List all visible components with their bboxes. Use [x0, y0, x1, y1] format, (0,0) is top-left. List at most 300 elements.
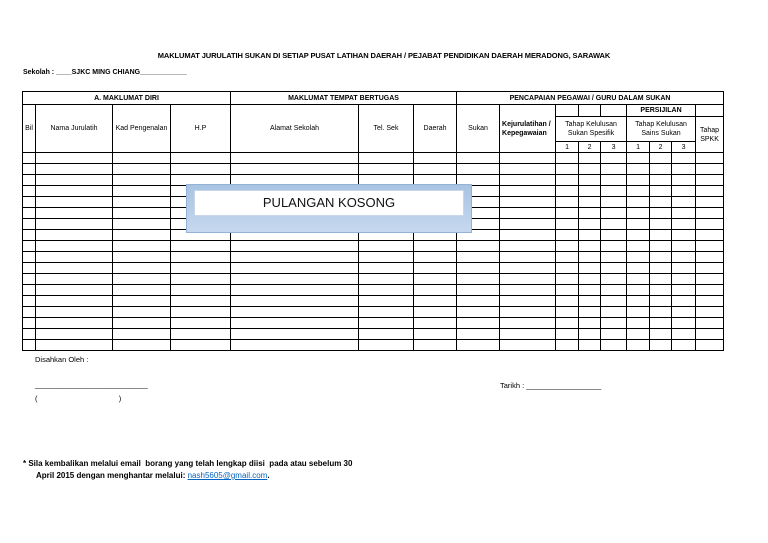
table-cell[interactable] [23, 175, 36, 186]
table-cell[interactable] [627, 263, 650, 274]
table-cell[interactable] [601, 208, 627, 219]
table-cell[interactable] [113, 197, 171, 208]
table-row [23, 153, 724, 164]
table-cell[interactable] [414, 241, 457, 252]
table-cell[interactable] [23, 153, 36, 164]
table-cell[interactable] [171, 329, 231, 340]
table-cell[interactable] [672, 274, 696, 285]
table-cell[interactable] [500, 252, 556, 263]
table-cell[interactable] [36, 318, 113, 329]
table-cell[interactable] [359, 329, 414, 340]
table-cell[interactable] [23, 274, 36, 285]
table-cell[interactable] [579, 186, 601, 197]
table-cell[interactable] [601, 197, 627, 208]
table-cell[interactable] [672, 230, 696, 241]
table-cell[interactable] [579, 153, 601, 164]
table-cell[interactable] [231, 285, 359, 296]
col-spkk-header: Tahap SPKK [696, 117, 724, 153]
col-ic-header: Kad Pengenalan [113, 105, 171, 153]
table-cell[interactable] [672, 252, 696, 263]
table-cell[interactable] [696, 153, 724, 164]
table-cell[interactable] [696, 164, 724, 175]
table-cell[interactable] [672, 285, 696, 296]
table-cell[interactable] [36, 197, 113, 208]
table-cell[interactable] [556, 296, 579, 307]
table-cell[interactable] [113, 274, 171, 285]
table-cell[interactable] [556, 230, 579, 241]
table-cell[interactable] [231, 274, 359, 285]
table-cell[interactable] [36, 230, 113, 241]
table-cell[interactable] [650, 329, 672, 340]
table-cell[interactable] [23, 318, 36, 329]
table-cell[interactable] [36, 274, 113, 285]
table-cell[interactable] [579, 285, 601, 296]
table-cell[interactable] [359, 153, 414, 164]
table-cell[interactable] [500, 296, 556, 307]
table-cell[interactable] [23, 329, 36, 340]
table-cell[interactable] [171, 252, 231, 263]
col-sport-science-header: Tahap Kelulusan Sains Sukan [627, 117, 696, 142]
table-cell[interactable] [579, 329, 601, 340]
table-cell[interactable] [23, 219, 36, 230]
table-cell[interactable] [359, 296, 414, 307]
table-cell[interactable] [556, 285, 579, 296]
table-cell[interactable] [556, 153, 579, 164]
table-cell[interactable] [457, 318, 500, 329]
table-cell[interactable] [556, 329, 579, 340]
table-cell[interactable] [231, 307, 359, 318]
table-cell[interactable] [36, 208, 113, 219]
table-cell[interactable] [457, 340, 500, 351]
table-cell[interactable] [696, 186, 724, 197]
table-cell[interactable] [672, 241, 696, 252]
table-cell[interactable] [672, 318, 696, 329]
table-cell[interactable] [500, 241, 556, 252]
table-cell[interactable] [696, 197, 724, 208]
table-cell[interactable] [171, 263, 231, 274]
group-achievement-header: PENCAPAIAN PEGAWAI / GURU DALAM SUKAN [457, 92, 724, 105]
col-sport-specific-header: Tahap Kelulusan Sukan Spesifik [556, 117, 627, 142]
table-row [23, 285, 724, 296]
table-cell[interactable] [457, 153, 500, 164]
table-cell[interactable] [696, 340, 724, 351]
table-cell[interactable] [696, 263, 724, 274]
table-cell[interactable] [601, 307, 627, 318]
table-cell[interactable] [171, 307, 231, 318]
table-cell[interactable] [556, 164, 579, 175]
table-cell[interactable] [500, 318, 556, 329]
table-cell[interactable] [672, 340, 696, 351]
table-cell[interactable] [601, 175, 627, 186]
approved-by-label: Disahkan Oleh : [35, 355, 89, 364]
table-row [23, 340, 724, 351]
table-cell[interactable] [696, 307, 724, 318]
table-cell[interactable] [627, 186, 650, 197]
table-cell[interactable] [23, 340, 36, 351]
table-cell[interactable] [23, 208, 36, 219]
table-cell[interactable] [556, 307, 579, 318]
table-cell[interactable] [601, 263, 627, 274]
table-cell[interactable] [113, 307, 171, 318]
table-cell[interactable] [414, 252, 457, 263]
col-name-header: Nama Jurulatih [36, 105, 113, 153]
table-cell[interactable] [359, 318, 414, 329]
table-cell[interactable] [36, 186, 113, 197]
table-cell[interactable] [672, 208, 696, 219]
table-cell[interactable] [556, 175, 579, 186]
table-cell[interactable] [672, 186, 696, 197]
table-cell[interactable] [359, 252, 414, 263]
table-cell[interactable] [113, 263, 171, 274]
table-cell[interactable] [359, 285, 414, 296]
table-cell[interactable] [36, 219, 113, 230]
table-cell[interactable] [414, 318, 457, 329]
table-cell[interactable] [231, 252, 359, 263]
table-cell[interactable] [650, 164, 672, 175]
table-cell[interactable] [414, 296, 457, 307]
table-cell[interactable] [113, 164, 171, 175]
table-cell[interactable] [113, 329, 171, 340]
table-cell[interactable] [556, 241, 579, 252]
table-cell[interactable] [579, 318, 601, 329]
table-cell[interactable] [579, 197, 601, 208]
table-cell[interactable] [359, 164, 414, 175]
col-district-header: Daerah [414, 105, 457, 153]
table-cell[interactable] [627, 208, 650, 219]
table-cell[interactable] [23, 164, 36, 175]
table-cell[interactable] [696, 318, 724, 329]
table-cell[interactable] [36, 263, 113, 274]
table-cell[interactable] [672, 197, 696, 208]
table-cell[interactable] [650, 296, 672, 307]
table-cell[interactable] [231, 241, 359, 252]
table-cell[interactable] [579, 241, 601, 252]
table-cell[interactable] [601, 329, 627, 340]
return-note-line1: * Sila kembalikan melalui email borang yang telah lengkap diisi pada atau sebelum 30 [23, 459, 353, 468]
table-cell[interactable] [627, 285, 650, 296]
level-2-label: 2 [579, 142, 601, 153]
table-cell[interactable] [231, 164, 359, 175]
table-cell[interactable] [579, 274, 601, 285]
table-cell[interactable] [500, 274, 556, 285]
table-cell[interactable] [627, 307, 650, 318]
table-cell[interactable] [556, 197, 579, 208]
table-cell[interactable] [627, 340, 650, 351]
table-cell[interactable] [113, 252, 171, 263]
table-cell[interactable] [171, 285, 231, 296]
table-cell[interactable] [457, 307, 500, 318]
table-cell[interactable] [171, 296, 231, 307]
table-cell[interactable] [672, 329, 696, 340]
table-cell[interactable] [36, 285, 113, 296]
table-cell[interactable] [231, 340, 359, 351]
table-cell[interactable] [650, 197, 672, 208]
table-cell[interactable] [414, 153, 457, 164]
table-cell[interactable] [650, 318, 672, 329]
table-cell[interactable] [171, 241, 231, 252]
table-cell[interactable] [36, 164, 113, 175]
table-cell[interactable] [36, 340, 113, 351]
signature-line: ___________________________ [35, 380, 148, 389]
level-2-label: 2 [650, 142, 672, 153]
table-cell[interactable] [231, 296, 359, 307]
table-cell[interactable] [113, 208, 171, 219]
table-cell[interactable] [556, 252, 579, 263]
table-cell[interactable] [650, 241, 672, 252]
table-cell[interactable] [36, 252, 113, 263]
table-cell[interactable] [601, 340, 627, 351]
table-cell[interactable] [36, 329, 113, 340]
table-cell[interactable] [113, 175, 171, 186]
table-cell[interactable] [627, 296, 650, 307]
table-cell[interactable] [627, 164, 650, 175]
table-cell[interactable] [579, 208, 601, 219]
table-cell[interactable] [627, 274, 650, 285]
table-cell[interactable] [556, 219, 579, 230]
table-cell[interactable] [627, 219, 650, 230]
table-row [23, 318, 724, 329]
table-cell[interactable] [579, 263, 601, 274]
table-cell[interactable] [627, 197, 650, 208]
table-row [23, 274, 724, 285]
table-cell[interactable] [231, 263, 359, 274]
level-3-label: 3 [672, 142, 696, 153]
table-cell[interactable] [231, 329, 359, 340]
table-cell[interactable] [650, 285, 672, 296]
table-cell[interactable] [23, 263, 36, 274]
table-cell[interactable] [414, 329, 457, 340]
email-link[interactable]: nash5605@gmail.com [187, 471, 268, 480]
table-cell[interactable] [23, 296, 36, 307]
table-cell[interactable] [113, 340, 171, 351]
table-cell[interactable] [23, 186, 36, 197]
table-cell[interactable] [601, 153, 627, 164]
table-cell[interactable] [627, 230, 650, 241]
blank-return-banner [186, 184, 472, 233]
table-cell[interactable] [359, 307, 414, 318]
table-cell[interactable] [627, 153, 650, 164]
table-cell[interactable] [627, 175, 650, 186]
table-cell[interactable] [171, 318, 231, 329]
table-cell[interactable] [500, 186, 556, 197]
table-cell[interactable] [579, 164, 601, 175]
table-cell[interactable] [601, 318, 627, 329]
table-cell[interactable] [171, 153, 231, 164]
table-cell[interactable] [696, 175, 724, 186]
table-cell[interactable] [556, 340, 579, 351]
table-cell[interactable] [650, 186, 672, 197]
table-cell[interactable] [113, 153, 171, 164]
table-cell[interactable] [601, 274, 627, 285]
table-cell[interactable] [601, 241, 627, 252]
table-cell[interactable] [650, 340, 672, 351]
name-bracket: ( ) [35, 394, 122, 403]
table-cell[interactable] [359, 274, 414, 285]
table-cell[interactable] [457, 285, 500, 296]
table-cell[interactable] [601, 164, 627, 175]
table-cell[interactable] [23, 307, 36, 318]
table-cell[interactable] [650, 208, 672, 219]
table-cell[interactable] [457, 252, 500, 263]
return-note-line2 [36, 471, 270, 480]
table-cell[interactable] [231, 153, 359, 164]
group-workplace-header: MAKLUMAT TEMPAT BERTUGAS [231, 92, 457, 105]
table-row [23, 296, 724, 307]
table-cell[interactable] [23, 197, 36, 208]
table-cell[interactable] [113, 241, 171, 252]
return-note-suffix: . [267, 471, 270, 480]
table-cell[interactable] [650, 307, 672, 318]
table-row [23, 241, 724, 252]
table-cell[interactable] [627, 329, 650, 340]
table-cell[interactable] [579, 340, 601, 351]
table-cell[interactable] [500, 153, 556, 164]
table-cell[interactable] [359, 263, 414, 274]
table-cell[interactable] [113, 318, 171, 329]
table-cell[interactable] [414, 285, 457, 296]
table-cell[interactable] [457, 296, 500, 307]
col-hp-header: H.P [171, 105, 231, 153]
table-cell[interactable] [500, 329, 556, 340]
table-cell[interactable] [36, 296, 113, 307]
table-cell[interactable] [500, 230, 556, 241]
table-cell[interactable] [414, 274, 457, 285]
table-cell[interactable] [457, 241, 500, 252]
table-cell[interactable] [23, 285, 36, 296]
table-cell[interactable] [696, 296, 724, 307]
table-cell[interactable] [672, 219, 696, 230]
table-cell[interactable] [696, 285, 724, 296]
table-cell[interactable] [627, 252, 650, 263]
level-1-label: 1 [556, 142, 579, 153]
table-cell[interactable] [231, 318, 359, 329]
table-cell[interactable] [500, 263, 556, 274]
table-cell[interactable] [627, 318, 650, 329]
table-cell[interactable] [696, 274, 724, 285]
table-cell[interactable] [500, 285, 556, 296]
table-cell[interactable] [579, 175, 601, 186]
table-cell[interactable] [696, 329, 724, 340]
table-cell[interactable] [650, 175, 672, 186]
table-cell[interactable] [556, 186, 579, 197]
table-cell[interactable] [650, 274, 672, 285]
table-row [23, 329, 724, 340]
table-cell[interactable] [672, 263, 696, 274]
table-cell[interactable] [556, 263, 579, 274]
table-cell[interactable] [579, 219, 601, 230]
table-cell[interactable] [359, 340, 414, 351]
school-line: Sekolah : ____SJKC MING CHIANG____________ [23, 69, 187, 76]
table-cell[interactable] [601, 230, 627, 241]
table-cell[interactable] [500, 175, 556, 186]
table-cell[interactable] [579, 230, 601, 241]
table-cell[interactable] [579, 296, 601, 307]
table-cell[interactable] [650, 252, 672, 263]
table-cell[interactable] [650, 263, 672, 274]
table-cell[interactable] [650, 230, 672, 241]
table-cell[interactable] [696, 219, 724, 230]
return-note-prefix: April 2015 dengan menghantar melalui: [36, 471, 188, 480]
table-cell[interactable] [23, 252, 36, 263]
table-cell[interactable] [414, 164, 457, 175]
table-cell[interactable] [601, 186, 627, 197]
table-cell[interactable] [556, 318, 579, 329]
blank-return-label: PULANGAN KOSONG [194, 190, 464, 216]
table-cell[interactable] [696, 208, 724, 219]
level-1-label: 1 [627, 142, 650, 153]
table-cell[interactable] [113, 285, 171, 296]
table-row [23, 307, 724, 318]
table-cell[interactable] [650, 219, 672, 230]
table-cell[interactable] [171, 340, 231, 351]
table-cell[interactable] [414, 307, 457, 318]
table-cell[interactable] [579, 252, 601, 263]
col-coaching-header: Kejurulatihan / Kepegawaian [500, 105, 556, 153]
date-field: Tarikh : __________________ [500, 381, 602, 390]
group-qualification-header: PERSIJILAN [627, 105, 696, 117]
table-cell[interactable] [500, 307, 556, 318]
table-cell[interactable] [500, 197, 556, 208]
table-row [23, 263, 724, 274]
table-cell[interactable] [672, 164, 696, 175]
table-cell[interactable] [650, 153, 672, 164]
table-cell[interactable] [171, 274, 231, 285]
table-cell[interactable] [171, 164, 231, 175]
table-cell[interactable] [601, 219, 627, 230]
table-cell[interactable] [414, 263, 457, 274]
table-cell[interactable] [500, 208, 556, 219]
table-cell[interactable] [672, 296, 696, 307]
table-cell[interactable] [601, 252, 627, 263]
table-cell[interactable] [556, 274, 579, 285]
form-title: MAKLUMAT JURULATIH SUKAN DI SETIAP PUSAT LATIHAN DAERAH / PEJABAT PENDIDIKAN DAERAH MERADONG, SARAWAK [157, 51, 611, 60]
table-cell[interactable] [36, 175, 113, 186]
table-cell[interactable] [359, 241, 414, 252]
table-cell[interactable] [457, 164, 500, 175]
table-cell[interactable] [23, 241, 36, 252]
table-cell[interactable] [672, 175, 696, 186]
table-cell[interactable] [36, 241, 113, 252]
table-cell[interactable] [414, 340, 457, 351]
table-cell[interactable] [500, 219, 556, 230]
table-cell[interactable] [696, 230, 724, 241]
col-sport-header: Sukan [457, 105, 500, 153]
table-cell[interactable] [457, 263, 500, 274]
col-tel-header: Tel. Sek [359, 105, 414, 153]
table-cell[interactable] [113, 186, 171, 197]
table-cell[interactable] [500, 164, 556, 175]
table-cell[interactable] [457, 274, 500, 285]
table-cell[interactable] [627, 241, 650, 252]
table-cell[interactable] [696, 252, 724, 263]
table-cell[interactable] [457, 329, 500, 340]
table-cell[interactable] [36, 307, 113, 318]
table-cell[interactable] [113, 230, 171, 241]
table-cell[interactable] [113, 219, 171, 230]
table-cell[interactable] [601, 285, 627, 296]
table-cell[interactable] [672, 153, 696, 164]
table-cell[interactable] [36, 153, 113, 164]
table-cell[interactable] [23, 230, 36, 241]
table-cell[interactable] [556, 208, 579, 219]
table-cell[interactable] [113, 296, 171, 307]
table-cell[interactable] [500, 340, 556, 351]
table-cell[interactable] [601, 296, 627, 307]
col-address-header: Alamat Sekolah [231, 105, 359, 153]
table-cell[interactable] [672, 307, 696, 318]
table-cell[interactable] [579, 307, 601, 318]
table-cell[interactable] [696, 241, 724, 252]
